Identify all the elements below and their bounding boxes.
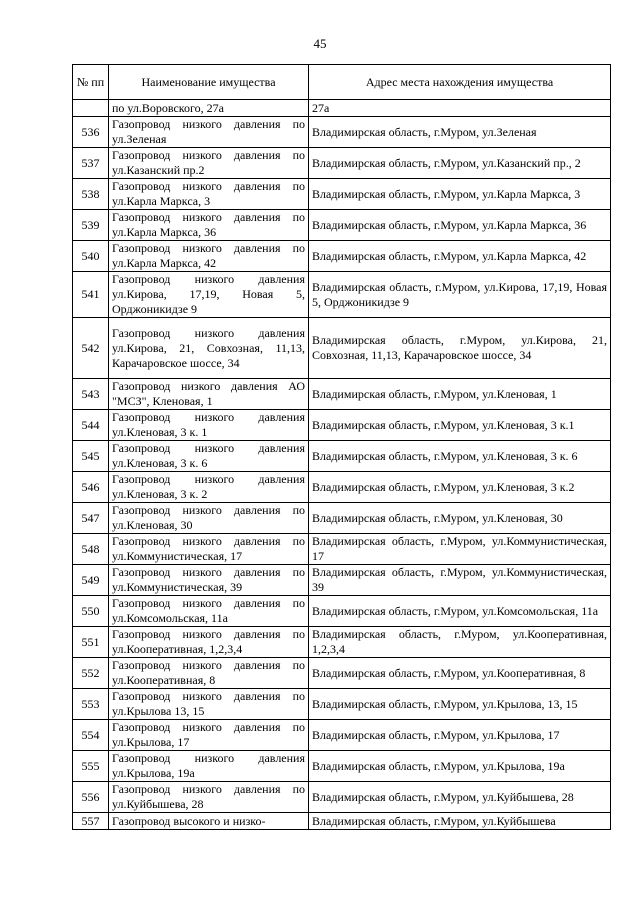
table-row	[73, 472, 611, 503]
row-number	[73, 100, 109, 117]
row-number: 542	[73, 318, 109, 379]
property-name: Газопровод низкого давления ул.Кленовая, 3 к. 1	[109, 410, 309, 441]
table-row	[73, 441, 611, 472]
property-address: Владимирская область, г.Муром, ул.Кленовая, 3 к.2	[309, 472, 611, 503]
table-row	[73, 179, 611, 210]
property-address: Владимирская область, г.Муром, ул.Карла Маркса, 3	[309, 179, 611, 210]
property-name: Газопровод низкого давления по ул.Кленовая, 30	[109, 503, 309, 534]
table-row	[73, 565, 611, 596]
property-address: Владимирская область, г.Муром, ул.Комсомольская, 11а	[309, 596, 611, 627]
property-name: Газопровод низкого давления по ул.Крылова, 17	[109, 720, 309, 751]
property-name: Газопровод низкого давления ул.Кленовая, 3 к. 2	[109, 472, 309, 503]
table-row	[73, 379, 611, 410]
table-row	[73, 782, 611, 813]
row-number: 547	[73, 503, 109, 534]
row-number: 537	[73, 148, 109, 179]
table-row	[73, 410, 611, 441]
row-number: 551	[73, 627, 109, 658]
table-row	[73, 534, 611, 565]
table-row	[73, 596, 611, 627]
table-row	[73, 272, 611, 318]
table-row	[73, 813, 611, 830]
row-number: 545	[73, 441, 109, 472]
row-number: 538	[73, 179, 109, 210]
property-name: Газопровод высокого и низко-	[109, 813, 309, 830]
property-address: 27а	[309, 100, 611, 117]
property-name: Газопровод низкого давления по ул.Коммунистическая, 17	[109, 534, 309, 565]
row-number: 554	[73, 720, 109, 751]
property-name: по ул.Воровского, 27а	[109, 100, 309, 117]
header-num: № пп	[73, 65, 109, 100]
row-number: 550	[73, 596, 109, 627]
property-address: Владимирская область, г.Муром, ул.Коммунистическая, 39	[309, 565, 611, 596]
table-row	[73, 117, 611, 148]
property-table	[72, 64, 611, 830]
row-number: 557	[73, 813, 109, 830]
page-number: 45	[313, 36, 327, 51]
property-address: Владимирская область, г.Муром, ул.Коммунистическая, 17	[309, 534, 611, 565]
row-number: 541	[73, 272, 109, 318]
property-name: Газопровод низкого давления по ул.Карла Маркса, 36	[109, 210, 309, 241]
row-number: 549	[73, 565, 109, 596]
row-number: 552	[73, 658, 109, 689]
table-row	[73, 689, 611, 720]
property-address: Владимирская область, г.Муром, ул.Кооперативная, 1,2,3,4	[309, 627, 611, 658]
table-row	[73, 210, 611, 241]
property-address: Владимирская область, г.Муром, ул.Карла Маркса, 36	[309, 210, 611, 241]
row-number: 536	[73, 117, 109, 148]
row-number: 556	[73, 782, 109, 813]
table-row	[73, 241, 611, 272]
row-number: 544	[73, 410, 109, 441]
row-number: 540	[73, 241, 109, 272]
property-address: Владимирская область, г.Муром, ул.Кирова, 17,19, Новая 5, Орджоникидзе 9	[309, 272, 611, 318]
property-address: Владимирская область, г.Муром, ул.Кооперативная, 8	[309, 658, 611, 689]
row-number: 555	[73, 751, 109, 782]
property-name: Газопровод низкого давления АО "МСЗ", Кленовая, 1	[109, 379, 309, 410]
table-row	[73, 627, 611, 658]
property-address: Владимирская область, г.Муром, ул.Крылова, 17	[309, 720, 611, 751]
property-name: Газопровод низкого давления по ул.Куйбышева, 28	[109, 782, 309, 813]
table-row	[73, 100, 611, 117]
property-name: Газопровод низкого давления по ул.Коммунистическая, 39	[109, 565, 309, 596]
property-address: Владимирская область, г.Муром, ул.Куйбышева, 28	[309, 782, 611, 813]
property-name: Газопровод низкого давления по ул.Кооперативная, 8	[109, 658, 309, 689]
property-address: Владимирская область, г.Муром, ул.Кирова, 21, Совхозная, 11,13, Карачаровское шоссе, 34	[309, 318, 611, 379]
row-number: 546	[73, 472, 109, 503]
table-header-row	[73, 65, 611, 100]
table-row	[73, 503, 611, 534]
row-number: 539	[73, 210, 109, 241]
row-number: 548	[73, 534, 109, 565]
table-row	[73, 148, 611, 179]
table-row	[73, 751, 611, 782]
property-address: Владимирская область, г.Муром, ул.Казанский пр., 2	[309, 148, 611, 179]
property-address: Владимирская область, г.Муром, ул.Крылова, 19а	[309, 751, 611, 782]
property-name: Газопровод низкого давления по ул.Казанский пр.2	[109, 148, 309, 179]
property-name: Газопровод низкого давления по ул.Карла Маркса, 42	[109, 241, 309, 272]
property-address: Владимирская область, г.Муром, ул.Куйбышева	[309, 813, 611, 830]
header-name: Наименование имущества	[109, 65, 309, 100]
property-name: Газопровод низкого давления ул.Кленовая, 3 к. 6	[109, 441, 309, 472]
property-name: Газопровод низкого давления ул.Кирова, 21, Совхозная, 11,13, Карачаровское шоссе, 34	[109, 318, 309, 379]
property-address: Владимирская область, г.Муром, ул.Кленовая, 3 к. 6	[309, 441, 611, 472]
property-name: Газопровод низкого давления по ул.Кооперативная, 1,2,3,4	[109, 627, 309, 658]
property-name: Газопровод низкого давления по ул.Зеленая	[109, 117, 309, 148]
table-row	[73, 720, 611, 751]
table-row	[73, 318, 611, 379]
property-address: Владимирская область, г.Муром, ул.Кленовая, 1	[309, 379, 611, 410]
property-address: Владимирская область, г.Муром, ул.Карла Маркса, 42	[309, 241, 611, 272]
property-name: Газопровод низкого давления по ул.Крылова 13, 15	[109, 689, 309, 720]
table-row	[73, 658, 611, 689]
property-address: Владимирская область, г.Муром, ул.Кленовая, 30	[309, 503, 611, 534]
property-address: Владимирская область, г.Муром, ул.Крылова, 13, 15	[309, 689, 611, 720]
property-address: Владимирская область, г.Муром, ул.Кленовая, 3 к.1	[309, 410, 611, 441]
property-address: Владимирская область, г.Муром, ул.Зеленая	[309, 117, 611, 148]
row-number: 543	[73, 379, 109, 410]
header-address: Адрес места нахождения имущества	[309, 65, 611, 100]
property-name: Газопровод низкого давления ул.Кирова, 17,19, Новая 5, Орджоникидзе 9	[109, 272, 309, 318]
property-name: Газопровод низкого давления по ул.Карла Маркса, 3	[109, 179, 309, 210]
row-number: 553	[73, 689, 109, 720]
property-name: Газопровод низкого давления по ул.Комсомольская, 11а	[109, 596, 309, 627]
property-name: Газопровод низкого давления ул.Крылова, 19а	[109, 751, 309, 782]
